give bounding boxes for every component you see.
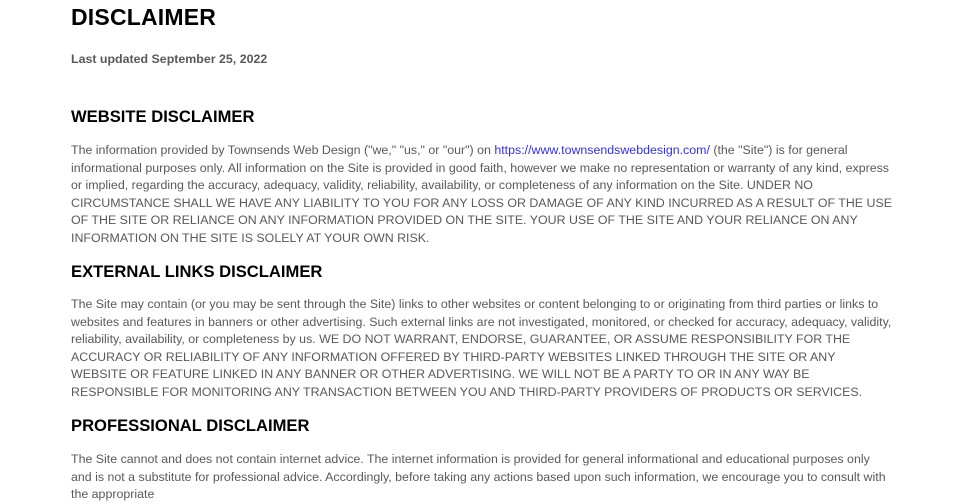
page-title: DISCLAIMER bbox=[71, 4, 217, 30]
website-disclaimer-heading: WEBSITE DISCLAIMER bbox=[71, 107, 255, 126]
external-links-disclaimer-heading: EXTERNAL LINKS DISCLAIMER bbox=[71, 262, 323, 281]
website-disclaimer-paragraph bbox=[71, 142, 893, 247]
site-url-link[interactable]: https://www.townsendswebdesign.com/ bbox=[494, 143, 710, 157]
professional-disclaimer-paragraph: The Site cannot and does not contain internet advice. The internet information is provided for general informational and educational purposes only and is not a substitute for professional advice. Accordingly, before taking any actions based upon such information, we encourage you to consult with the appropriate bbox=[71, 452, 886, 501]
last-updated-date: Last updated September 25, 2022 bbox=[71, 52, 268, 66]
website-disclaimer-text-start: The information provided by Townsends Web Design ("we," "us," or "our") on bbox=[71, 143, 495, 157]
professional-disclaimer-heading: PROFESSIONAL DISCLAIMER bbox=[71, 416, 310, 435]
website-disclaimer-text-end: (the "Site") is for general informational purposes only. All information on the Site is provided in good faith, however we make no representation or warranty of any kind, express or implied, regarding the accuracy, adequacy, validity, reliability, availability, or completeness of any information on the Site. UNDER NO CIRCUMSTANCE SHALL WE HAVE ANY LIABILITY TO YOU FOR ANY LOSS OR DAMAGE OF ANY KIND INCURRED AS A RESULT OF THE USE OF THE SITE OR RELIANCE ON ANY INFORMATION PROVIDED ON THE SITE. YOUR USE OF THE SITE AND YOUR RELIANCE ON ANY INFORMATION ON THE SITE IS SOLELY AT YOUR OWN RISK. bbox=[71, 143, 892, 245]
external-links-disclaimer-paragraph: The Site may contain (or you may be sent through the Site) links to other websites or content belonging to or originating from third parties or links to websites and features in banners or other advertising. Such external links are not investigated, monitored, or checked for accuracy, adequacy, validity, reliability, availability, or completeness by us. WE DO NOT WARRANT, ENDORSE, GUARANTEE, OR ASSUME RESPONSIBILITY FOR THE ACCURACY OR RELIABILITY OF ANY INFORMATION OFFERED BY THIRD-PARTY WEBSITES LINKED THROUGH THE SITE OR ANY WEBSITE OR FEATURE LINKED IN ANY BANNER OR OTHER ADVERTISING. WE WILL NOT BE A PARTY TO OR IN ANY WAY BE RESPONSIBLE FOR MONITORING ANY TRANSACTION BETWEEN YOU AND THIRD-PARTY PROVIDERS OF PRODUCTS OR SERVICES. bbox=[71, 297, 892, 399]
